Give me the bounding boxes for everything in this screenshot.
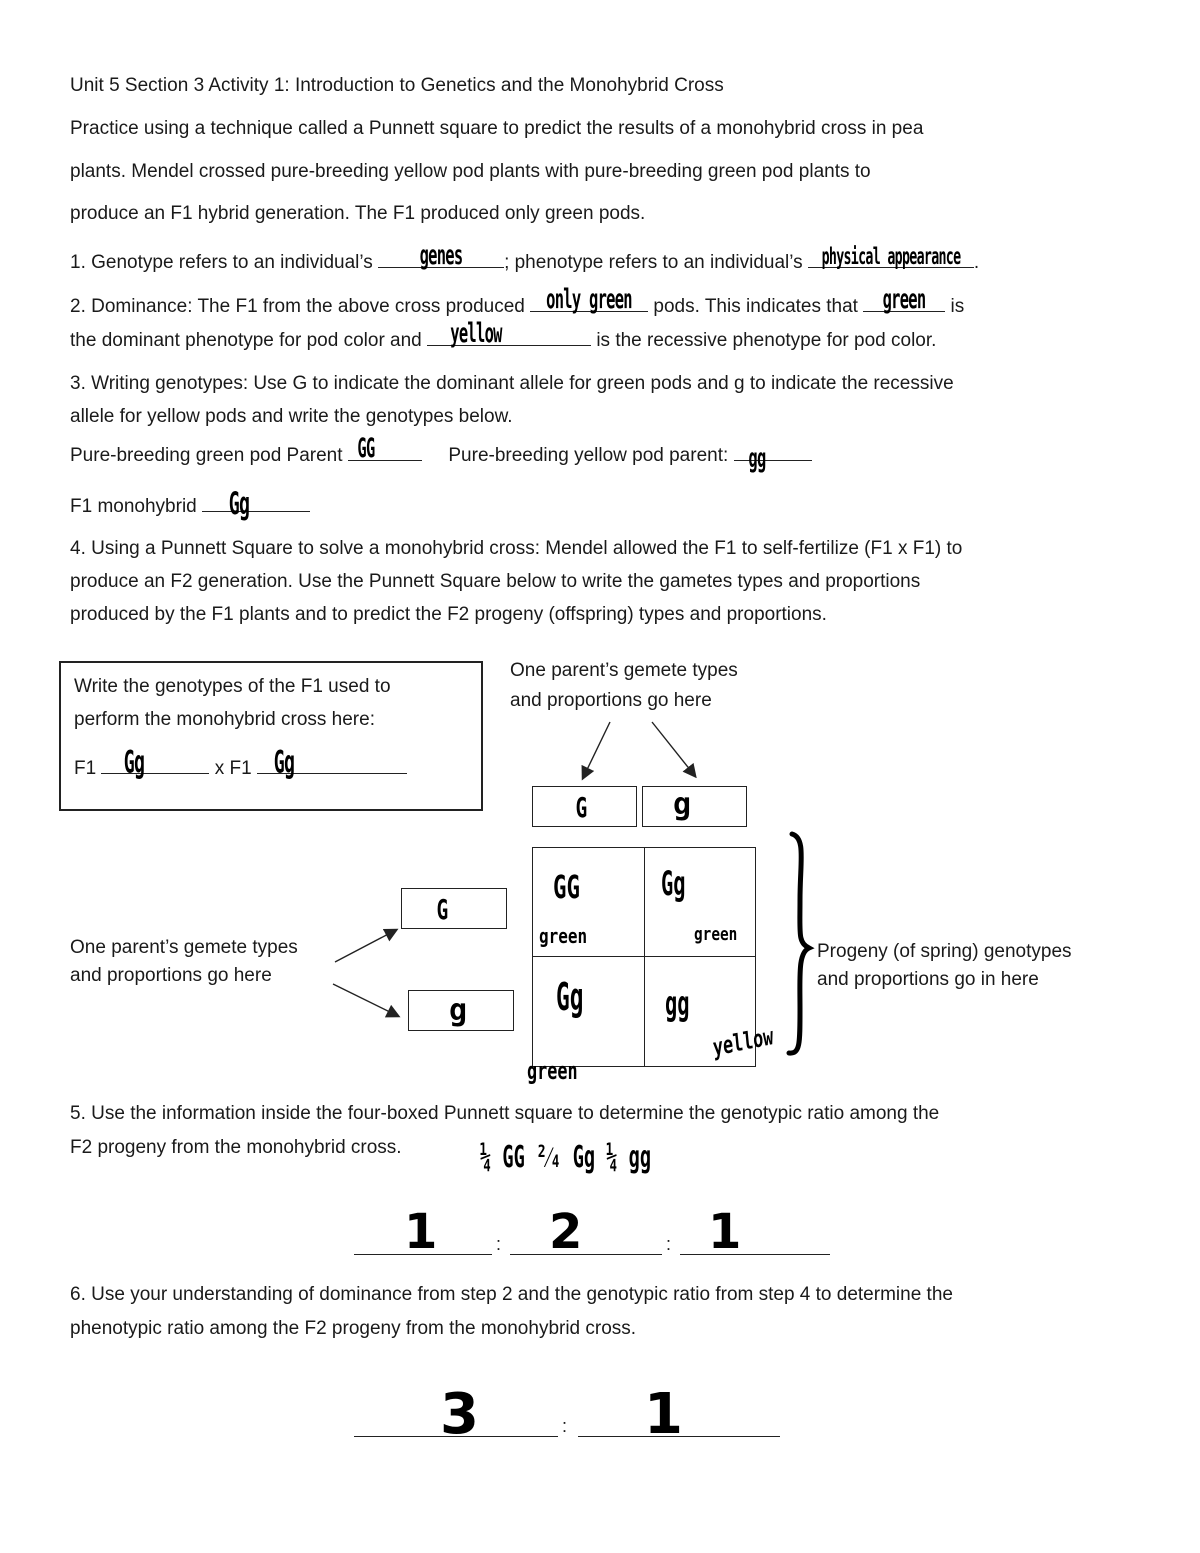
q5-handwritten-note: ¼ GG ²⁄₄ Gg ¼ gg	[480, 1140, 652, 1175]
q6-line-1: 6. Use your understanding of dominance from step 2 and the genotypic ratio from step 4 to determine the	[70, 1284, 953, 1305]
f1-box-label-1: F1	[74, 758, 97, 779]
q1-text-2: ; phenotype refers to an individual’s	[504, 252, 803, 273]
arrow-left-bottom	[333, 984, 398, 1016]
q2-line2-text-2: is the recessive phenotype for pod color.	[596, 330, 937, 351]
arrow-top-left	[583, 722, 610, 778]
q6-separator: :	[562, 1416, 568, 1436]
q1-answer-1: genes	[419, 241, 463, 271]
top-gamete-2: g	[673, 787, 692, 822]
q2-text-3: is	[950, 296, 965, 317]
intro-line-2: plants. Mendel crossed pure-breeding yellow pod plants with pure-breeding green pod plants to	[70, 161, 871, 182]
cell-4-genotype: gg	[665, 984, 690, 1024]
left-gamete-box-2[interactable]	[408, 990, 514, 1031]
f1-box-answer-1: Gg	[123, 745, 145, 781]
left-gamete-note-2: and proportions go here	[70, 965, 272, 986]
page-title: Unit 5 Section 3 Activity 1: Introduction to Genetics and the Monohybrid Cross	[70, 75, 724, 96]
cell-3-phenotype: green	[527, 1057, 578, 1085]
q3-f1-answer: Gg	[228, 486, 249, 523]
q2-text-1: 2. Dominance: The F1 from the above cross produced	[70, 296, 525, 317]
q1-end: .	[973, 252, 980, 273]
q3-line-2: allele for yellow pods and write the genotypes below.	[70, 406, 513, 427]
left-gamete-box-1[interactable]	[401, 888, 507, 929]
q5-separator-1: :	[496, 1234, 502, 1254]
q3-green-answer: GG	[357, 434, 375, 464]
q3-yellow-label: Pure-breeding yellow pod parent:	[448, 445, 729, 466]
q3-f1-label: F1 monohybrid	[70, 496, 197, 517]
cell-4-phenotype: yellow	[711, 1022, 775, 1062]
q5-separator-2: :	[666, 1234, 672, 1254]
q6-line-2: phenotypic ratio among the F2 progeny from the monohybrid cross.	[70, 1318, 637, 1339]
cell-3-genotype: Gg	[556, 975, 584, 1019]
q2-answer-2: green	[882, 285, 926, 315]
q5-ratio-blank-2[interactable]	[510, 1252, 662, 1255]
q1-answer-2: physical appearance	[821, 243, 961, 270]
f1-box-answer-2: Gg	[273, 745, 295, 781]
q5-line-2: F2 progeny from the monohybrid cross.	[70, 1137, 402, 1158]
q5-line-1: 5. Use the information inside the four-boxed Punnett square to determine the genotypic ratio among the	[70, 1103, 940, 1124]
top-gamete-1: G	[575, 791, 588, 824]
f1-box-line-1: Write the genotypes of the F1 used to	[74, 676, 391, 697]
q6-ratio-1: 3	[440, 1382, 479, 1447]
q5-ratio-blank-3[interactable]	[680, 1252, 830, 1255]
top-gamete-note-2: and proportions go here	[510, 690, 712, 711]
progeny-note-1: Progeny (of spring) genotypes	[817, 941, 1072, 962]
q2-line2-text-1: the dominant phenotype for pod color and	[70, 330, 422, 351]
f1-box-line-2: perform the monohybrid cross here:	[74, 709, 375, 730]
q4-line-2: produce an F2 generation. Use the Punnett Square below to write the gametes types and proportions	[70, 571, 921, 592]
q5-ratio-1: 1	[404, 1204, 438, 1260]
f1-box-label-2: x F1	[214, 758, 252, 779]
progeny-brace	[789, 834, 809, 1053]
q5-ratio-3: 1	[708, 1204, 742, 1260]
q5-ratio-2: 2	[549, 1204, 583, 1260]
q2-answer-1: only green	[546, 285, 632, 315]
cell-1-genotype: GG	[553, 868, 580, 906]
q6-ratio-2: 1	[644, 1382, 683, 1447]
top-gamete-box-1[interactable]	[532, 786, 637, 827]
top-gamete-box-2[interactable]	[642, 786, 747, 827]
intro-line-1: Practice using a technique called a Punnett square to predict the results of a monohybrid cross in pea	[70, 118, 924, 139]
cell-2-phenotype: green	[694, 924, 738, 945]
intro-line-3: produce an F1 hybrid generation. The F1 produced only green pods.	[70, 203, 646, 224]
left-gamete-note-1: One parent’s gemete types	[70, 937, 298, 958]
cell-2-genotype: Gg	[661, 864, 686, 904]
q3-yellow-answer: gg	[748, 444, 766, 474]
q3-green-label: Pure-breeding green pod Parent	[70, 445, 343, 466]
left-gamete-2: g	[449, 993, 468, 1028]
progeny-note-2: and proportions go in here	[817, 969, 1039, 990]
q4-line-3: produced by the F1 plants and to predict the F2 progeny (offspring) types and proportions.	[70, 604, 827, 625]
q4-line-1: 4. Using a Punnett Square to solve a monohybrid cross: Mendel allowed the F1 to self-fertilize (F1 x F1) to	[70, 538, 963, 559]
top-gamete-note-1: One parent’s gemete types	[510, 660, 738, 681]
q3-line-1: 3. Writing genotypes: Use G to indicate the dominant allele for green pods and g to indicate the recessive	[70, 373, 954, 394]
cell-1-phenotype: green	[539, 924, 588, 948]
left-gamete-1: G	[436, 893, 449, 926]
arrow-top-right	[652, 722, 695, 776]
q2-answer-3: yellow	[450, 319, 502, 349]
arrow-left-top	[335, 930, 396, 962]
q2-text-2: pods. This indicates that	[653, 296, 858, 317]
q1-text-1: 1. Genotype refers to an individual’s	[70, 252, 373, 273]
